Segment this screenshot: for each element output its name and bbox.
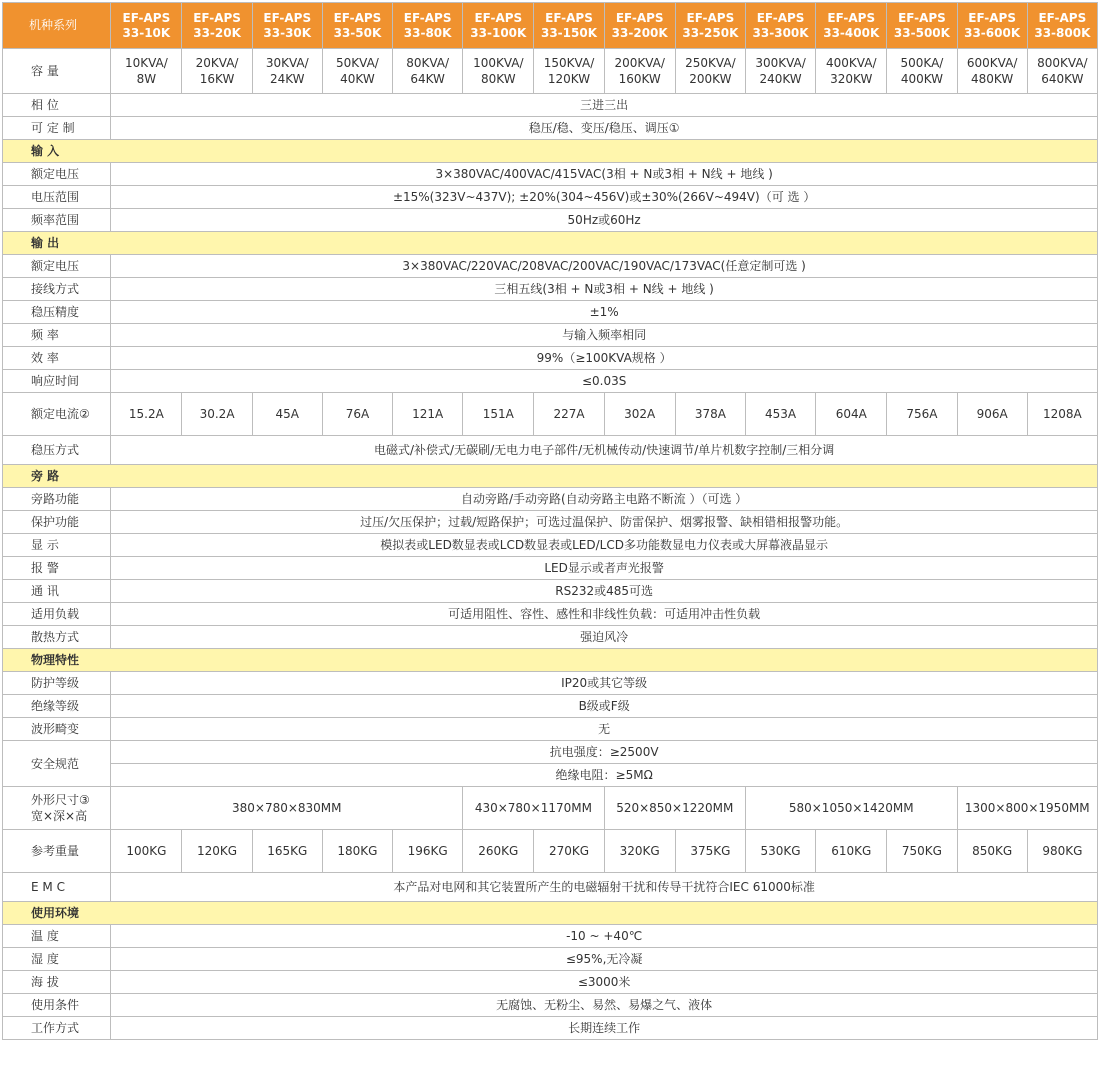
row-value: ±15%(323V~437V); ±20%(304~456V)或±30%(266V~494V)（可 选 ） — [111, 186, 1098, 209]
capacity-cell: 250KVA/ 200KW — [675, 49, 745, 94]
row-label: 适用负载 — [3, 603, 111, 626]
phase-row — [3, 94, 1098, 117]
current-cell: 378A — [675, 393, 745, 436]
weight-cell: 120KG — [182, 830, 252, 873]
freq-range-row — [3, 209, 1098, 232]
row-label: 波形畸变 — [3, 718, 111, 741]
safety-row — [3, 741, 1098, 764]
row-label: 相 位 — [3, 94, 111, 117]
row-value: ±1% — [111, 301, 1098, 324]
model-header: EF-APS 33-600K — [957, 3, 1027, 49]
capacity-cell: 200KVA/ 160KW — [604, 49, 675, 94]
capacity-cell: 50KVA/ 40KW — [322, 49, 392, 94]
row-value: 绝缘电阻：≥5MΩ — [111, 764, 1098, 787]
row-label: 可 定 制 — [3, 117, 111, 140]
current-cell: 302A — [604, 393, 675, 436]
dimension-cell: 1300×800×1950MM — [957, 787, 1097, 830]
weight-cell: 850KG — [957, 830, 1027, 873]
bypass-row — [3, 488, 1098, 511]
model-header: EF-APS 33-20K — [182, 3, 252, 49]
accuracy-row — [3, 301, 1098, 324]
section-input — [3, 140, 1098, 163]
dimension-cell: 580×1050×1420MM — [745, 787, 957, 830]
dimensions-row — [3, 787, 1098, 830]
capacity-row — [3, 49, 1098, 94]
dimensions-label-line2: 宽×深×高 — [31, 809, 88, 823]
weight-cell: 260KG — [463, 830, 534, 873]
row-value: 3×380VAC/400VAC/415VAC(3相 + N或3相 + N线 + 地线 ) — [111, 163, 1098, 186]
row-value: 电磁式/补偿式/无碳刷/无电力电子部件/无机械传动/快速调节/单片机数字控制/三相分调 — [111, 436, 1098, 465]
weight-cell: 980KG — [1027, 830, 1097, 873]
row-label: 稳压精度 — [3, 301, 111, 324]
row-value: 稳压/稳、变压/稳压、调压① — [111, 117, 1098, 140]
row-label: 效 率 — [3, 347, 111, 370]
current-cell: 15.2A — [111, 393, 182, 436]
model-header: EF-APS 33-500K — [887, 3, 957, 49]
model-header: EF-APS 33-400K — [816, 3, 887, 49]
row-value: 抗电强度：≥2500V — [111, 741, 1098, 764]
row-value: 3×380VAC/220VAC/208VAC/200VAC/190VAC/173VAC(任意定制可选 ) — [111, 255, 1098, 278]
capacity-cell: 500KA/ 400KW — [887, 49, 957, 94]
row-value: 无腐蚀、无粉尘、易然、易爆之气、液体 — [111, 994, 1098, 1017]
model-header: EF-APS 33-150K — [534, 3, 604, 49]
altitude-row — [3, 971, 1098, 994]
row-value: 自动旁路/手动旁路(自动旁路主电路不断流 ）（可选 ） — [111, 488, 1098, 511]
row-label: 安全规范 — [3, 741, 111, 787]
row-label: 报 警 — [3, 557, 111, 580]
row-value: 长期连续工作 — [111, 1017, 1098, 1040]
row-label: 保护功能 — [3, 511, 111, 534]
capacity-cell: 10KVA/ 8W — [111, 49, 182, 94]
row-value: ≤95%,无冷凝 — [111, 948, 1098, 971]
model-header: EF-APS 33-100K — [463, 3, 534, 49]
current-cell: 906A — [957, 393, 1027, 436]
capacity-cell: 300KVA/ 240KW — [745, 49, 815, 94]
current-row — [3, 393, 1098, 436]
row-label: 工作方式 — [3, 1017, 111, 1040]
series-label: 机种系列 — [3, 3, 111, 49]
row-label: 响应时间 — [3, 370, 111, 393]
weight-cell: 180KG — [322, 830, 392, 873]
temperature-row — [3, 925, 1098, 948]
row-label: 海 拔 — [3, 971, 111, 994]
humidity-row — [3, 948, 1098, 971]
load-row — [3, 603, 1098, 626]
current-cell: 604A — [816, 393, 887, 436]
capacity-cell: 600KVA/ 480KW — [957, 49, 1027, 94]
capacity-cell: 150KVA/ 120KW — [534, 49, 604, 94]
section-title: 输 入 — [3, 140, 1098, 163]
row-label: 绝缘等级 — [3, 695, 111, 718]
weight-cell: 750KG — [887, 830, 957, 873]
row-label: 湿 度 — [3, 948, 111, 971]
row-label: 额定电流② — [3, 393, 111, 436]
model-header: EF-APS 33-250K — [675, 3, 745, 49]
row-label: 显 示 — [3, 534, 111, 557]
model-header: EF-APS 33-10K — [111, 3, 182, 49]
row-label: 温 度 — [3, 925, 111, 948]
row-value: 三进三出 — [111, 94, 1098, 117]
row-value: -10 ~ +40℃ — [111, 925, 1098, 948]
weight-cell: 100KG — [111, 830, 182, 873]
efficiency-row — [3, 347, 1098, 370]
section-physical — [3, 649, 1098, 672]
row-label: 参考重量 — [3, 830, 111, 873]
weight-cell: 610KG — [816, 830, 887, 873]
model-header: EF-APS 33-300K — [745, 3, 815, 49]
section-title: 旁 路 — [3, 465, 1098, 488]
weight-cell: 320KG — [604, 830, 675, 873]
section-bypass — [3, 465, 1098, 488]
comm-row — [3, 580, 1098, 603]
ip-row — [3, 672, 1098, 695]
row-label: 接线方式 — [3, 278, 111, 301]
row-value: B级或F级 — [111, 695, 1098, 718]
row-value: 99%（≥100KVA规格 ） — [111, 347, 1098, 370]
header-row — [3, 3, 1098, 49]
section-title: 物理特性 — [3, 649, 1098, 672]
display-row — [3, 534, 1098, 557]
safety-row-2 — [3, 764, 1098, 787]
dimensions-label-line1: 外形尺寸③ — [31, 793, 90, 807]
wiring-row — [3, 278, 1098, 301]
row-value: 三相五线(3相 + N或3相 + N线 + 地线 ) — [111, 278, 1098, 301]
current-cell: 756A — [887, 393, 957, 436]
row-value: 本产品对电网和其它装置所产生的电磁辐射干扰和传导干扰符合IEC 61000标准 — [111, 873, 1098, 902]
model-header: EF-APS 33-50K — [322, 3, 392, 49]
emc-row — [3, 873, 1098, 902]
row-label: 旁路功能 — [3, 488, 111, 511]
model-header: EF-APS 33-800K — [1027, 3, 1097, 49]
model-header: EF-APS 33-80K — [393, 3, 463, 49]
row-label: 频率范围 — [3, 209, 111, 232]
capacity-cell: 100KVA/ 80KW — [463, 49, 534, 94]
dimension-cell: 520×850×1220MM — [604, 787, 745, 830]
weight-cell: 196KG — [393, 830, 463, 873]
insulation-class-row — [3, 695, 1098, 718]
custom-row — [3, 117, 1098, 140]
regulation-row — [3, 436, 1098, 465]
weight-cell: 375KG — [675, 830, 745, 873]
row-value: 模拟表或LED数显表或LCD数显表或LED/LCD多功能数显电力仪表或大屏幕液晶显示 — [111, 534, 1098, 557]
row-label: 电压范围 — [3, 186, 111, 209]
response-row — [3, 370, 1098, 393]
row-label: 使用条件 — [3, 994, 111, 1017]
row-label: 稳压方式 — [3, 436, 111, 465]
cooling-row — [3, 626, 1098, 649]
row-value: 可适用阻性、容性、感性和非线性负载：可适用冲击性负载 — [111, 603, 1098, 626]
row-label: 通 讯 — [3, 580, 111, 603]
current-cell: 151A — [463, 393, 534, 436]
distortion-row — [3, 718, 1098, 741]
row-value: IP20或其它等级 — [111, 672, 1098, 695]
row-label: 额定电压 — [3, 163, 111, 186]
row-value: 无 — [111, 718, 1098, 741]
row-value: ≤0.03S — [111, 370, 1098, 393]
row-label: 频 率 — [3, 324, 111, 347]
dimension-cell: 430×780×1170MM — [463, 787, 604, 830]
model-header: EF-APS 33-30K — [252, 3, 322, 49]
voltage-range-row — [3, 186, 1098, 209]
weight-cell: 530KG — [745, 830, 815, 873]
weight-cell: 165KG — [252, 830, 322, 873]
output-voltage-row — [3, 255, 1098, 278]
capacity-cell: 30KVA/ 24KW — [252, 49, 322, 94]
row-label: E M C — [3, 873, 111, 902]
row-label: 防护等级 — [3, 672, 111, 695]
frequency-row — [3, 324, 1098, 347]
weight-cell: 270KG — [534, 830, 604, 873]
protection-row — [3, 511, 1098, 534]
row-value: ≤3000米 — [111, 971, 1098, 994]
current-cell: 453A — [745, 393, 815, 436]
row-value: 与输入频率相同 — [111, 324, 1098, 347]
section-title: 使用环境 — [3, 902, 1098, 925]
mode-row — [3, 1017, 1098, 1040]
current-cell: 227A — [534, 393, 604, 436]
current-cell: 121A — [393, 393, 463, 436]
row-value: RS232或485可选 — [111, 580, 1098, 603]
section-title: 输 出 — [3, 232, 1098, 255]
model-header: EF-APS 33-200K — [604, 3, 675, 49]
current-cell: 76A — [322, 393, 392, 436]
spec-table — [2, 2, 1098, 1040]
weight-row — [3, 830, 1098, 873]
row-value: LED显示或者声光报警 — [111, 557, 1098, 580]
capacity-cell: 20KVA/ 16KW — [182, 49, 252, 94]
input-voltage-row — [3, 163, 1098, 186]
current-cell: 1208A — [1027, 393, 1097, 436]
section-env — [3, 902, 1098, 925]
row-value: 50Hz或60Hz — [111, 209, 1098, 232]
row-label — [3, 787, 111, 830]
capacity-cell: 80KVA/ 64KW — [393, 49, 463, 94]
current-cell: 45A — [252, 393, 322, 436]
current-cell: 30.2A — [182, 393, 252, 436]
capacity-cell: 800KVA/ 640KW — [1027, 49, 1097, 94]
row-value: 过压/欠压保护；过载/短路保护；可选过温保护、防雷保护、烟雾报警、缺相错相报警功能。 — [111, 511, 1098, 534]
capacity-cell: 400KVA/ 320KW — [816, 49, 887, 94]
conditions-row — [3, 994, 1098, 1017]
alarm-row — [3, 557, 1098, 580]
row-label: 额定电压 — [3, 255, 111, 278]
section-output — [3, 232, 1098, 255]
dimension-cell: 380×780×830MM — [111, 787, 463, 830]
row-label: 容 量 — [3, 49, 111, 94]
row-label: 散热方式 — [3, 626, 111, 649]
row-value: 强迫风冷 — [111, 626, 1098, 649]
